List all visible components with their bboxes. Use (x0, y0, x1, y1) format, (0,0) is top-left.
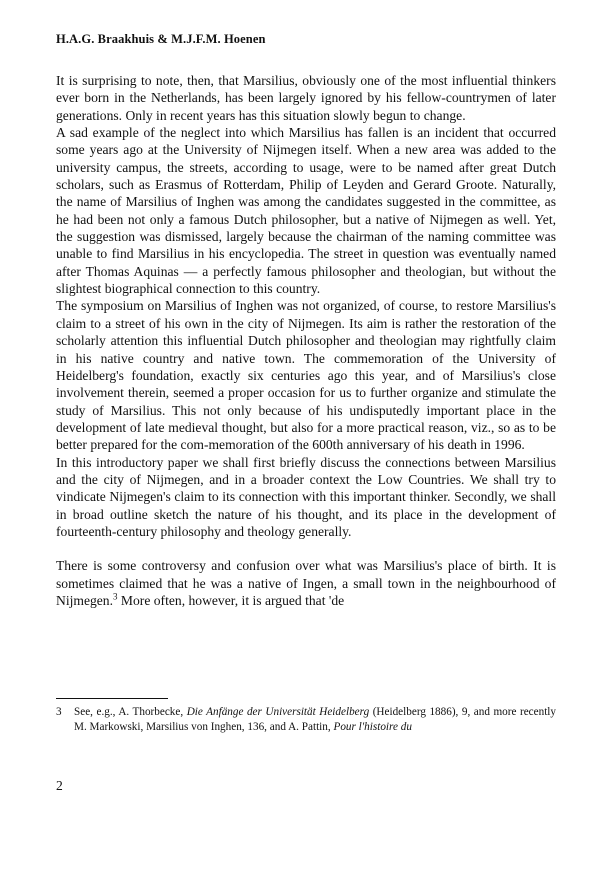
footnote-text (74, 705, 556, 735)
paragraph-5-continuation: More often, however, it is argued that 'de (117, 592, 345, 608)
running-head: H.A.G. Braakhuis & M.J.F.M. Hoenen (56, 32, 266, 46)
paragraph-1: It is surprising to note, then, that Marsilius, obviously one of the most influential thinkers ever born in the Netherlands, has been largely ignored by his fellow-countrymen of later generations. Only in recent years has this situation slowly begun to change. (56, 73, 556, 123)
footnote-number: 3 (56, 706, 62, 718)
footnote-text-part-2: (Heidelberg 1886), 9, and more recently M. Markowski, Marsilius von Inghen, 136, and A. Pattin, (74, 706, 556, 733)
footnote-title-2: Pour l'histoire du (333, 721, 412, 733)
paragraph-2: A sad example of the neglect into which Marsilius has fallen is an incident that occurred some years ago at the University of Nijmegen itself. When a new area was added to the university campus, the streets, according to usage, were to be named after great Dutch scholars, such as Erasmus of Rotterdam, Philip of Leyden and Gerard Groote. Naturally, the name of Marsilius of Inghen was among the candidates suggested in the committee, as he had been not only a famous Dutch philosopher, but a native of Nijmegen as well. Yet, the suggestion was dismissed, largely because the chairman of the naming committee was unable to find Marsilius in his encyclopedia. The street in question was eventually named after Thomas Aquinas — a perfectly famous philosopher and theologian, but without the slightest biographical connection to this country. (56, 125, 556, 297)
footnote-text-part-1: See, e.g., A. Thorbecke, (74, 706, 187, 718)
paragraph-3: The symposium on Marsilius of Inghen was not organized, of course, to restore Marsilius's claim to a street of his own in the city of Nijmegen. Its aim is rather the restoration of the scholarly attention this influential Dutch philosopher and theologian may rightfully claim in his native country and native town. The commemoration of the University of Heidelberg's foundation, exactly six centuries ago this year, and of Marsilius's close involvement therein, seemed a proper occasion for us to further organize and stimulate the study of Marsilius. This not only because of his undisputedly important place in the development of late medieval thought, but also for a more practical reason, viz., so as to be better prepared for the com-memoration of the 600th anniversary of his death in 1996. (56, 298, 556, 453)
footnote (56, 705, 556, 735)
footnote-title-1: Die Anfänge der Universität Heidelberg (186, 706, 370, 718)
paragraph-5-text: There is some controversy and confusion over what was Marsilius's place of birth. It is sometimes claimed that he was a native of Ingen, a small town in the neighbourhood of Nijmegen. (56, 558, 556, 608)
paragraph-4: In this introductory paper we shall first briefly discuss the connections between Marsilius and the city of Nijmegen, and in a broader context the Low Countries. We shall try to vindicate Nijmegen's claim to its connection with this important thinker. Secondly, we shall in broad outline sketch the nature of his thought, and its place in the development of fourteenth-century philosophy and theology generally. (56, 454, 556, 539)
page-number: 2 (56, 778, 63, 793)
footnote-reference: 3 (113, 591, 118, 602)
body-text (56, 72, 556, 609)
footnote-separator (56, 698, 168, 699)
paragraph-5 (56, 557, 556, 609)
